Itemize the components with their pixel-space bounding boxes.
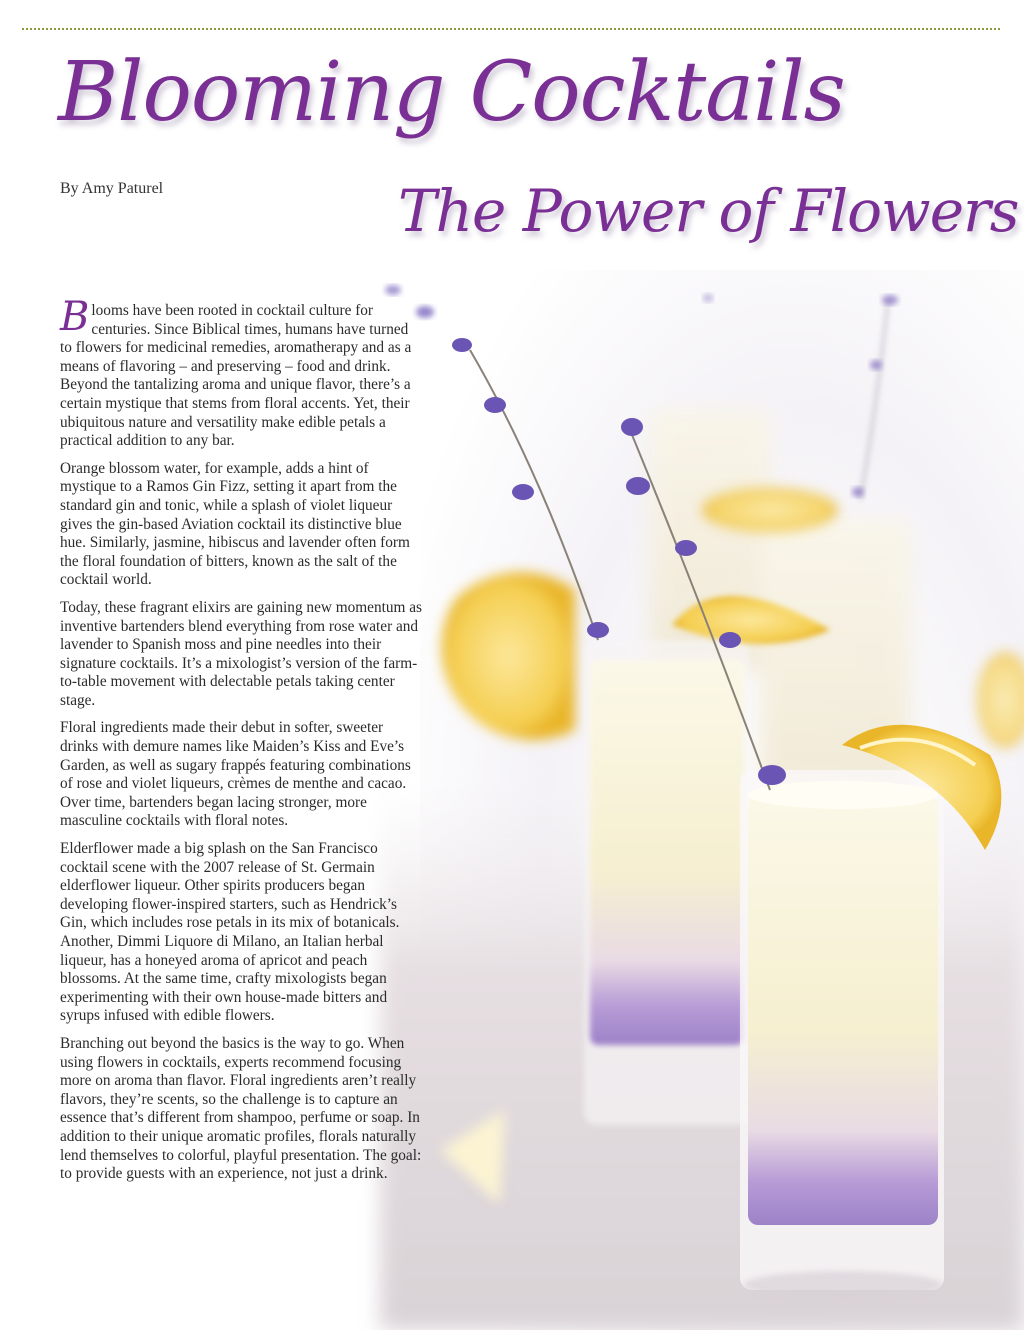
paragraph-5: Elderflower made a big splash on the San Francisco cocktail scene with the 2007 release of St. Germain elderflower liqueur. Other spirits producers began developing flower-inspired starters, such as Hendrick’s Gin, which includes rose petals in its mix of botanicals. Another, Dimmi Liquore di Milano, an Italian herbal liqueur, has a honeyed aroma of apricot and peach blossoms. At the same time, crafty mixologists began experimenting with their own house-made bitters and syrups infused with edible flowers.	[60, 840, 400, 1025]
paragraph-6: Branching out beyond the basics is the way to go. When using flowers in cocktails, experts recommend focusing more on aroma than flavor. Floral ingredients aren’t really flavors, they’re scents, so the challenge is to capture an essence that’s different from shampoo, perfume or soap. In addition to their unique aromatic profiles, florals naturally lend themselves to colorful, playful presentation. The goal: to provide guests with an experience, not just a drink.	[60, 1034, 422, 1183]
article-title: Blooming Cocktails	[58, 45, 845, 140]
article-subtitle: The Power of Flowers	[398, 177, 1019, 245]
article-body	[60, 296, 422, 1193]
top-dotted-rule	[22, 28, 1000, 30]
byline: By Amy Paturel	[60, 180, 164, 197]
paragraph-4: Floral ingredients made their debut in softer, sweeter drinks with demure names like Maiden’s Kiss and Eve’s Garden, as well as sugary frappés featuring combinations of rose and violet liqueurs, crèmes de menthe and cacao. Over time, bartenders began lacing stronger, more masculine cocktails with floral notes.	[60, 719, 411, 830]
drop-cap: B	[60, 294, 90, 340]
paragraph-1-text: looms have been rooted in cocktail culture for centuries. Since Biblical times, humans have turned to flowers for medicinal remedies, aromatherapy and as a means of flavoring – and preserving – food and drink. Beyond the tantalizing aroma and unique flavor, there’s a certain mystique that stems from floral accents. Yet, their ubiquitous nature and versatility make edible petals a practical addition to any bar.	[60, 302, 412, 450]
paragraph-2: Orange blossom water, for example, adds a hint of mystique to a Ramos Gin Fizz, setting it apart from the standard gin and tonic, while a splash of violet liqueur gives the gin-based Aviation cocktail its distinctive blue hue. Similarly, jasmine, hibiscus and lavender often form the floral foundation of bitters, known as the salt of the cocktail world.	[60, 459, 410, 589]
paragraph-3: Today, these fragrant elixirs are gaining new momentum as inventive bartenders blend everything from rose water and lavender to Spanish moss and pine needles into their signature cocktails. It’s a mixologist’s version of the farm-to-table movement with delectable petals taking center stage.	[60, 598, 422, 709]
paragraph-1	[60, 296, 422, 451]
